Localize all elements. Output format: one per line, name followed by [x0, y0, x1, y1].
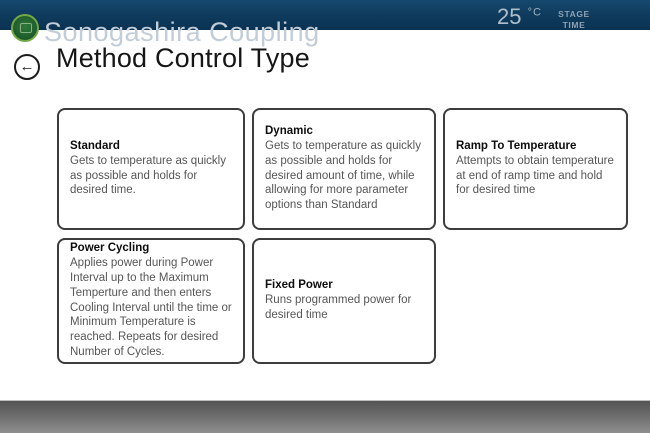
temperature-readout	[497, 4, 542, 30]
card-dynamic[interactable]	[252, 108, 436, 230]
page-header	[0, 45, 650, 89]
instrument-logo-icon	[11, 14, 39, 42]
time-label: TIME	[562, 20, 586, 30]
card-description: Runs programmed power for desired time	[265, 294, 412, 321]
card-title: Ramp To Temperature	[456, 139, 577, 152]
card-description: Gets to temperature as quickly as possible and holds for desired amount of time, while allowing for more parameter options than Standard	[265, 140, 421, 212]
footer-bar	[0, 400, 650, 433]
card-ramp-to-temperature[interactable]	[443, 108, 628, 230]
card-title: Standard	[70, 139, 120, 152]
card-title: Dynamic	[265, 125, 313, 138]
card-fixed-power[interactable]	[252, 238, 436, 364]
card-title: Fixed Power	[265, 279, 333, 292]
method-name: Sonogashira Coupling	[44, 17, 320, 47]
page-title: Method Control Type	[56, 43, 310, 73]
card-title: Power Cycling	[70, 242, 150, 255]
back-arrow-icon: ←	[19, 58, 35, 75]
card-description: Applies power during Power Interval up to the Maximum Temperture and then enters Cooling Interval until the time or Minimum Temperature is reached. Repeats for desired Number of Cycles.	[70, 257, 232, 358]
card-description: Attempts to obtain temperature at end of ramp time and hold for desired time	[456, 154, 614, 197]
card-description: Gets to temperature as quickly as possible and holds for desired time.	[70, 154, 226, 197]
back-button[interactable]	[14, 54, 40, 80]
stage-time-label	[552, 9, 596, 31]
card-standard[interactable]	[57, 108, 245, 230]
card-power-cycling[interactable]	[57, 238, 245, 364]
temperature-unit: °C	[527, 6, 542, 19]
stage-label: STAGE	[558, 9, 590, 19]
logo-glyph	[20, 23, 32, 33]
status-header	[0, 0, 650, 47]
temperature-value: 25	[497, 4, 522, 29]
